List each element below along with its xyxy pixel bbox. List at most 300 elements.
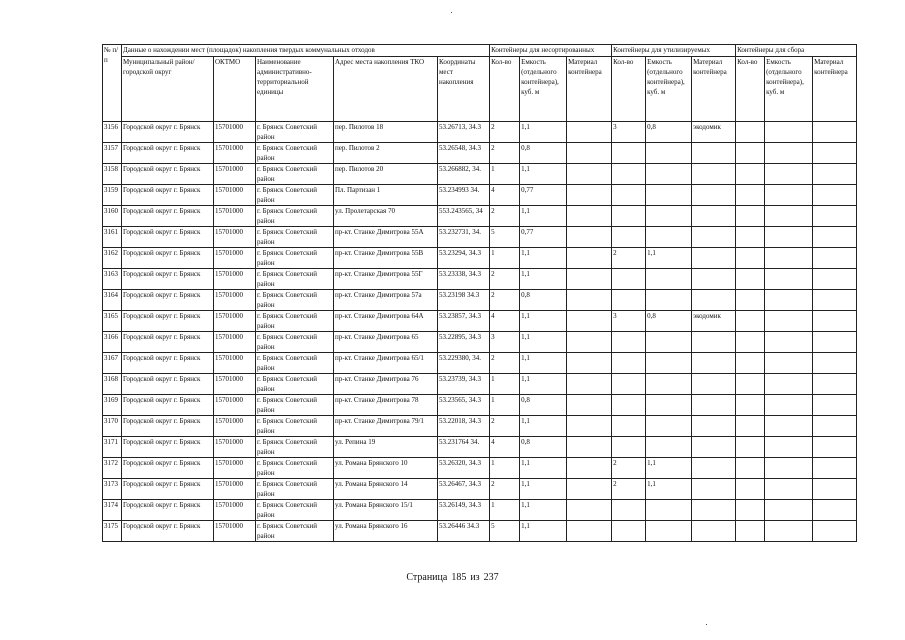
header-recycle-material: Материал контейнера bbox=[692, 57, 736, 122]
cell-coordinates: 53.26446 34.3 bbox=[438, 521, 490, 542]
cell-address: ул. Пролетарская 70 bbox=[334, 206, 438, 227]
cell-municipality: Городской округ г. Брянск bbox=[122, 227, 214, 248]
cell-unsorted-material bbox=[567, 248, 612, 269]
cell-collect-material bbox=[813, 458, 857, 479]
cell-recycle-material bbox=[692, 227, 736, 248]
cell-recycle-count bbox=[612, 416, 646, 437]
scan-speck bbox=[706, 624, 707, 625]
cell-unsorted-material bbox=[567, 164, 612, 185]
cell-oktmo: 15701000 bbox=[214, 500, 256, 521]
cell-coordinates: 53.229380, 34. bbox=[438, 353, 490, 374]
cell-municipality: Городской округ г. Брянск bbox=[122, 185, 214, 206]
cell-municipality: Городской округ г. Брянск bbox=[122, 164, 214, 185]
table-row bbox=[103, 437, 857, 458]
cell-unsorted-count: 1 bbox=[490, 395, 520, 416]
cell-unsorted-count: 2 bbox=[490, 479, 520, 500]
cell-coordinates: 53.266882, 34. bbox=[438, 164, 490, 185]
cell-collect-volume bbox=[765, 374, 813, 395]
cell-unsorted-count: 2 bbox=[490, 269, 520, 290]
cell-recycle-count bbox=[612, 395, 646, 416]
cell-recycle-count bbox=[612, 500, 646, 521]
cell-recycle-material bbox=[692, 500, 736, 521]
cell-recycle-volume bbox=[646, 437, 692, 458]
cell-coordinates: 53.23857, 34.3 bbox=[438, 311, 490, 332]
cell-municipality: Городской округ г. Брянск bbox=[122, 332, 214, 353]
cell-coordinates: 53.22895, 34.3 bbox=[438, 332, 490, 353]
cell-unsorted-material bbox=[567, 374, 612, 395]
cell-collect-volume bbox=[765, 227, 813, 248]
cell-oktmo: 15701000 bbox=[214, 416, 256, 437]
cell-unsorted-count: 1 bbox=[490, 164, 520, 185]
cell-collect-count bbox=[736, 227, 765, 248]
cell-collect-volume bbox=[765, 395, 813, 416]
cell-recycle-material bbox=[692, 164, 736, 185]
cell-municipality: Городской округ г. Брянск bbox=[122, 248, 214, 269]
header-group-recycle: Контейнеры для утилизируемых bbox=[612, 45, 736, 57]
cell-recycle-volume bbox=[646, 374, 692, 395]
cell-oktmo: 15701000 bbox=[214, 353, 256, 374]
cell-collect-volume bbox=[765, 521, 813, 542]
cell-admin-unit: г. Брянск Советский район bbox=[256, 269, 334, 290]
cell-unsorted-count: 1 bbox=[490, 500, 520, 521]
cell-unsorted-material bbox=[567, 290, 612, 311]
cell-unsorted-count: 5 bbox=[490, 227, 520, 248]
table-row bbox=[103, 248, 857, 269]
cell-unsorted-material bbox=[567, 479, 612, 500]
cell-municipality: Городской округ г. Брянск bbox=[122, 143, 214, 164]
header-group-location: Данные о нахождении мест (площадок) накопления твердых коммунальных отходов bbox=[122, 45, 490, 57]
cell-collect-volume bbox=[765, 416, 813, 437]
cell-recycle-count bbox=[612, 290, 646, 311]
cell-collect-material bbox=[813, 290, 857, 311]
cell-coordinates: 53.26713, 34.3 bbox=[438, 122, 490, 143]
cell-collect-count bbox=[736, 143, 765, 164]
cell-coordinates: 53.26548, 34.3 bbox=[438, 143, 490, 164]
cell-address: пр-кт. Станке Димитрова 65/1 bbox=[334, 353, 438, 374]
cell-recycle-material bbox=[692, 353, 736, 374]
cell-collect-material bbox=[813, 500, 857, 521]
header-unsorted-count: Кол-во bbox=[490, 57, 520, 122]
cell-number: 3161 bbox=[103, 227, 122, 248]
cell-collect-material bbox=[813, 269, 857, 290]
cell-collect-count bbox=[736, 458, 765, 479]
cell-oktmo: 15701000 bbox=[214, 311, 256, 332]
cell-address: ул. Репина 19 bbox=[334, 437, 438, 458]
cell-recycle-volume bbox=[646, 332, 692, 353]
cell-collect-volume bbox=[765, 479, 813, 500]
cell-recycle-volume bbox=[646, 269, 692, 290]
cell-address: пр-кт. Станке Димитрова 79/1 bbox=[334, 416, 438, 437]
cell-coordinates: 53.26149, 34.3 bbox=[438, 500, 490, 521]
cell-recycle-count bbox=[612, 521, 646, 542]
table-row bbox=[103, 269, 857, 290]
cell-recycle-count: 2 bbox=[612, 248, 646, 269]
cell-admin-unit: г. Брянск Советский район bbox=[256, 185, 334, 206]
cell-oktmo: 15701000 bbox=[214, 395, 256, 416]
table-row bbox=[103, 164, 857, 185]
header-address: Адрес места накопления ТКО bbox=[334, 57, 438, 122]
cell-recycle-volume bbox=[646, 416, 692, 437]
cell-recycle-count bbox=[612, 143, 646, 164]
cell-coordinates: 53.23338, 34.3 bbox=[438, 269, 490, 290]
cell-oktmo: 15701000 bbox=[214, 290, 256, 311]
page-of-label: из bbox=[470, 572, 480, 583]
cell-address: ул. Романа Брянского 16 bbox=[334, 521, 438, 542]
cell-collect-count bbox=[736, 353, 765, 374]
cell-oktmo: 15701000 bbox=[214, 122, 256, 143]
cell-unsorted-material bbox=[567, 437, 612, 458]
header-row-groups bbox=[103, 45, 857, 57]
cell-municipality: Городской округ г. Брянск bbox=[122, 311, 214, 332]
table-row bbox=[103, 479, 857, 500]
cell-number: 3163 bbox=[103, 269, 122, 290]
cell-oktmo: 15701000 bbox=[214, 479, 256, 500]
cell-collect-count bbox=[736, 521, 765, 542]
cell-recycle-count bbox=[612, 164, 646, 185]
cell-oktmo: 15701000 bbox=[214, 143, 256, 164]
cell-admin-unit: г. Брянск Советский район bbox=[256, 353, 334, 374]
header-row-columns bbox=[103, 57, 857, 122]
header-collect-volume: Емкость (отдельного контейнера), куб. м bbox=[765, 57, 813, 122]
cell-address: пер. Пилотов 20 bbox=[334, 164, 438, 185]
cell-number: 3159 bbox=[103, 185, 122, 206]
cell-recycle-count bbox=[612, 185, 646, 206]
waste-sites-table bbox=[102, 44, 857, 542]
cell-number: 3169 bbox=[103, 395, 122, 416]
cell-unsorted-volume: 1,1 bbox=[520, 374, 567, 395]
cell-collect-material bbox=[813, 374, 857, 395]
cell-oktmo: 15701000 bbox=[214, 458, 256, 479]
cell-unsorted-volume: 1,1 bbox=[520, 164, 567, 185]
cell-address: ул. Романа Брянского 10 bbox=[334, 458, 438, 479]
cell-address: пер. Пилотов 18 bbox=[334, 122, 438, 143]
cell-recycle-material bbox=[692, 458, 736, 479]
cell-unsorted-volume: 1,1 bbox=[520, 311, 567, 332]
cell-unsorted-count: 4 bbox=[490, 311, 520, 332]
cell-unsorted-volume: 0,77 bbox=[520, 185, 567, 206]
table-body bbox=[103, 45, 857, 542]
cell-unsorted-volume: 0,8 bbox=[520, 395, 567, 416]
cell-collect-count bbox=[736, 374, 765, 395]
cell-unsorted-material bbox=[567, 122, 612, 143]
cell-number: 3157 bbox=[103, 143, 122, 164]
cell-unsorted-volume: 1,1 bbox=[520, 269, 567, 290]
cell-unsorted-material bbox=[567, 185, 612, 206]
cell-recycle-count bbox=[612, 206, 646, 227]
cell-collect-volume bbox=[765, 332, 813, 353]
cell-admin-unit: г. Брянск Советский район bbox=[256, 206, 334, 227]
cell-collect-count bbox=[736, 395, 765, 416]
page-footer bbox=[0, 572, 905, 583]
cell-admin-unit: г. Брянск Советский район bbox=[256, 416, 334, 437]
cell-unsorted-volume: 0,8 bbox=[520, 143, 567, 164]
cell-oktmo: 15701000 bbox=[214, 374, 256, 395]
cell-recycle-count: 3 bbox=[612, 311, 646, 332]
cell-number: 3167 bbox=[103, 353, 122, 374]
cell-unsorted-volume: 1,1 bbox=[520, 521, 567, 542]
page-label: Страница bbox=[406, 572, 448, 583]
header-group-collect: Контейнеры для сбора bbox=[736, 45, 857, 57]
cell-unsorted-count: 2 bbox=[490, 206, 520, 227]
cell-collect-material bbox=[813, 395, 857, 416]
cell-collect-count bbox=[736, 500, 765, 521]
cell-municipality: Городской округ г. Брянск bbox=[122, 395, 214, 416]
cell-number: 3158 bbox=[103, 164, 122, 185]
header-municipality: Муниципальный район/городской округ bbox=[122, 57, 214, 122]
cell-oktmo: 15701000 bbox=[214, 206, 256, 227]
cell-recycle-material bbox=[692, 437, 736, 458]
header-recycle-volume: Емкость (отдельного контейнера), куб. м bbox=[646, 57, 692, 122]
cell-recycle-material bbox=[692, 269, 736, 290]
cell-unsorted-count: 5 bbox=[490, 521, 520, 542]
header-unsorted-material: Материал контейнера bbox=[567, 57, 612, 122]
cell-number: 3160 bbox=[103, 206, 122, 227]
cell-unsorted-material bbox=[567, 458, 612, 479]
cell-recycle-count bbox=[612, 353, 646, 374]
cell-collect-count bbox=[736, 290, 765, 311]
cell-collect-volume bbox=[765, 458, 813, 479]
cell-coordinates: 53.231764 34. bbox=[438, 437, 490, 458]
cell-oktmo: 15701000 bbox=[214, 185, 256, 206]
cell-number: 3168 bbox=[103, 374, 122, 395]
cell-unsorted-count: 4 bbox=[490, 185, 520, 206]
cell-unsorted-volume: 1,1 bbox=[520, 122, 567, 143]
header-unsorted-volume: Емкость (отдельного контейнера), куб. м bbox=[520, 57, 567, 122]
cell-recycle-volume bbox=[646, 353, 692, 374]
cell-collect-volume bbox=[765, 311, 813, 332]
cell-unsorted-count: 1 bbox=[490, 374, 520, 395]
cell-unsorted-material bbox=[567, 143, 612, 164]
cell-collect-material bbox=[813, 437, 857, 458]
cell-recycle-count bbox=[612, 332, 646, 353]
cell-municipality: Городской округ г. Брянск bbox=[122, 290, 214, 311]
table-row bbox=[103, 185, 857, 206]
cell-unsorted-count: 1 bbox=[490, 458, 520, 479]
cell-oktmo: 15701000 bbox=[214, 269, 256, 290]
table-row bbox=[103, 374, 857, 395]
cell-recycle-material bbox=[692, 479, 736, 500]
cell-unsorted-material bbox=[567, 332, 612, 353]
cell-number: 3172 bbox=[103, 458, 122, 479]
cell-address: пер. Пилотов 2 bbox=[334, 143, 438, 164]
cell-admin-unit: г. Брянск Советский район bbox=[256, 521, 334, 542]
cell-recycle-material bbox=[692, 332, 736, 353]
cell-collect-count bbox=[736, 185, 765, 206]
current-page-number: 185 bbox=[451, 572, 467, 583]
cell-municipality: Городской округ г. Брянск bbox=[122, 458, 214, 479]
cell-recycle-count bbox=[612, 437, 646, 458]
table-row bbox=[103, 332, 857, 353]
cell-unsorted-count: 2 bbox=[490, 122, 520, 143]
cell-recycle-material: экодомик bbox=[692, 122, 736, 143]
cell-oktmo: 15701000 bbox=[214, 164, 256, 185]
cell-coordinates: 53.26320, 34.3 bbox=[438, 458, 490, 479]
cell-collect-material bbox=[813, 122, 857, 143]
cell-recycle-material bbox=[692, 416, 736, 437]
cell-recycle-material bbox=[692, 143, 736, 164]
cell-recycle-volume: 1,1 bbox=[646, 458, 692, 479]
cell-number: 3175 bbox=[103, 521, 122, 542]
cell-coordinates: 53.26467, 34.3 bbox=[438, 479, 490, 500]
cell-collect-material bbox=[813, 227, 857, 248]
cell-collect-volume bbox=[765, 164, 813, 185]
header-recycle-count: Кол-во bbox=[612, 57, 646, 122]
table-row bbox=[103, 458, 857, 479]
cell-unsorted-material bbox=[567, 206, 612, 227]
cell-recycle-volume bbox=[646, 500, 692, 521]
cell-recycle-count bbox=[612, 227, 646, 248]
header-oktmo: ОКТМО bbox=[214, 57, 256, 122]
cell-coordinates: 53.22018, 34.3 bbox=[438, 416, 490, 437]
cell-unsorted-volume: 1,1 bbox=[520, 458, 567, 479]
cell-collect-count bbox=[736, 164, 765, 185]
header-admin-unit: Наименование административно-территориальной единицы bbox=[256, 57, 334, 122]
cell-recycle-count bbox=[612, 269, 646, 290]
cell-recycle-volume bbox=[646, 143, 692, 164]
table-row bbox=[103, 353, 857, 374]
cell-recycle-volume bbox=[646, 185, 692, 206]
cell-admin-unit: г. Брянск Советский район bbox=[256, 311, 334, 332]
cell-unsorted-volume: 1,1 bbox=[520, 500, 567, 521]
cell-recycle-volume: 1,1 bbox=[646, 248, 692, 269]
cell-collect-material bbox=[813, 311, 857, 332]
header-collect-material: Материал контейнера bbox=[813, 57, 857, 122]
cell-collect-count bbox=[736, 248, 765, 269]
cell-admin-unit: г. Брянск Советский район bbox=[256, 143, 334, 164]
cell-coordinates: 53.232731, 34. bbox=[438, 227, 490, 248]
cell-number: 3166 bbox=[103, 332, 122, 353]
cell-unsorted-material bbox=[567, 269, 612, 290]
cell-coordinates: 553.243565, 34 bbox=[438, 206, 490, 227]
cell-collect-volume bbox=[765, 122, 813, 143]
cell-admin-unit: г. Брянск Советский район bbox=[256, 248, 334, 269]
cell-address: пр-кт. Станке Димитрова 65 bbox=[334, 332, 438, 353]
table-row bbox=[103, 290, 857, 311]
cell-unsorted-volume: 0,8 bbox=[520, 290, 567, 311]
cell-collect-volume bbox=[765, 248, 813, 269]
cell-oktmo: 15701000 bbox=[214, 227, 256, 248]
cell-recycle-count: 2 bbox=[612, 458, 646, 479]
cell-collect-volume bbox=[765, 185, 813, 206]
cell-collect-volume bbox=[765, 206, 813, 227]
cell-municipality: Городской округ г. Брянск bbox=[122, 500, 214, 521]
header-group-unsorted: Контейнеры для несортированных bbox=[490, 45, 612, 57]
cell-collect-volume bbox=[765, 353, 813, 374]
cell-unsorted-material bbox=[567, 521, 612, 542]
cell-unsorted-volume: 1,1 bbox=[520, 479, 567, 500]
cell-unsorted-material bbox=[567, 353, 612, 374]
table-row bbox=[103, 206, 857, 227]
cell-recycle-volume bbox=[646, 521, 692, 542]
cell-unsorted-material bbox=[567, 395, 612, 416]
cell-unsorted-count: 2 bbox=[490, 353, 520, 374]
cell-unsorted-volume: 1,1 bbox=[520, 353, 567, 374]
cell-unsorted-count: 2 bbox=[490, 290, 520, 311]
cell-unsorted-count: 2 bbox=[490, 416, 520, 437]
cell-admin-unit: г. Брянск Советский район bbox=[256, 290, 334, 311]
cell-unsorted-count: 1 bbox=[490, 248, 520, 269]
table-row bbox=[103, 521, 857, 542]
cell-unsorted-material bbox=[567, 500, 612, 521]
cell-address: пр-кт. Станке Димитрова 57а bbox=[334, 290, 438, 311]
cell-recycle-volume: 0,8 bbox=[646, 122, 692, 143]
cell-collect-count bbox=[736, 122, 765, 143]
cell-admin-unit: г. Брянск Советский район bbox=[256, 164, 334, 185]
cell-collect-material bbox=[813, 332, 857, 353]
cell-unsorted-volume: 1,1 bbox=[520, 416, 567, 437]
cell-unsorted-volume: 1,1 bbox=[520, 206, 567, 227]
cell-municipality: Городской округ г. Брянск bbox=[122, 353, 214, 374]
cell-unsorted-volume: 0,8 bbox=[520, 437, 567, 458]
cell-municipality: Городской округ г. Брянск bbox=[122, 479, 214, 500]
cell-number: 3164 bbox=[103, 290, 122, 311]
header-collect-count: Кол-во bbox=[736, 57, 765, 122]
table-row bbox=[103, 227, 857, 248]
cell-admin-unit: г. Брянск Советский район bbox=[256, 479, 334, 500]
cell-recycle-count: 3 bbox=[612, 122, 646, 143]
cell-municipality: Городской округ г. Брянск bbox=[122, 437, 214, 458]
cell-number: 3174 bbox=[103, 500, 122, 521]
cell-recycle-volume bbox=[646, 395, 692, 416]
cell-collect-material bbox=[813, 206, 857, 227]
cell-collect-volume bbox=[765, 269, 813, 290]
cell-unsorted-count: 3 bbox=[490, 332, 520, 353]
cell-collect-material bbox=[813, 143, 857, 164]
table-row bbox=[103, 143, 857, 164]
cell-admin-unit: г. Брянск Советский район bbox=[256, 122, 334, 143]
cell-unsorted-volume: 1,1 bbox=[520, 248, 567, 269]
cell-collect-count bbox=[736, 437, 765, 458]
table-row bbox=[103, 416, 857, 437]
cell-number: 3162 bbox=[103, 248, 122, 269]
cell-admin-unit: г. Брянск Советский район bbox=[256, 500, 334, 521]
cell-admin-unit: г. Брянск Советский район bbox=[256, 395, 334, 416]
cell-address: Пл. Партизан 1 bbox=[334, 185, 438, 206]
table-row bbox=[103, 311, 857, 332]
cell-oktmo: 15701000 bbox=[214, 521, 256, 542]
cell-recycle-volume bbox=[646, 164, 692, 185]
cell-number: 3171 bbox=[103, 437, 122, 458]
cell-collect-count bbox=[736, 416, 765, 437]
cell-collect-material bbox=[813, 479, 857, 500]
cell-recycle-material bbox=[692, 521, 736, 542]
cell-collect-count bbox=[736, 206, 765, 227]
cell-address: пр-кт. Станке Димитрова 64А bbox=[334, 311, 438, 332]
cell-coordinates: 53.23565, 34.3 bbox=[438, 395, 490, 416]
cell-recycle-volume: 0,8 bbox=[646, 311, 692, 332]
cell-number: 3173 bbox=[103, 479, 122, 500]
table-row bbox=[103, 395, 857, 416]
cell-address: пр-кт. Станке Димитрова 78 bbox=[334, 395, 438, 416]
cell-municipality: Городской округ г. Брянск bbox=[122, 416, 214, 437]
cell-address: пр-кт. Станке Димитрова 76 bbox=[334, 374, 438, 395]
cell-admin-unit: г. Брянск Советский район bbox=[256, 227, 334, 248]
cell-coordinates: 53.23739, 34.3 bbox=[438, 374, 490, 395]
cell-recycle-count bbox=[612, 374, 646, 395]
cell-municipality: Городской округ г. Брянск bbox=[122, 206, 214, 227]
cell-recycle-material bbox=[692, 206, 736, 227]
cell-collect-volume bbox=[765, 290, 813, 311]
cell-recycle-volume bbox=[646, 206, 692, 227]
cell-unsorted-count: 4 bbox=[490, 437, 520, 458]
cell-recycle-material bbox=[692, 185, 736, 206]
cell-collect-material bbox=[813, 164, 857, 185]
cell-collect-material bbox=[813, 353, 857, 374]
header-coordinates: Координаты мест накопления bbox=[438, 57, 490, 122]
cell-oktmo: 15701000 bbox=[214, 332, 256, 353]
cell-collect-material bbox=[813, 416, 857, 437]
cell-collect-count bbox=[736, 479, 765, 500]
